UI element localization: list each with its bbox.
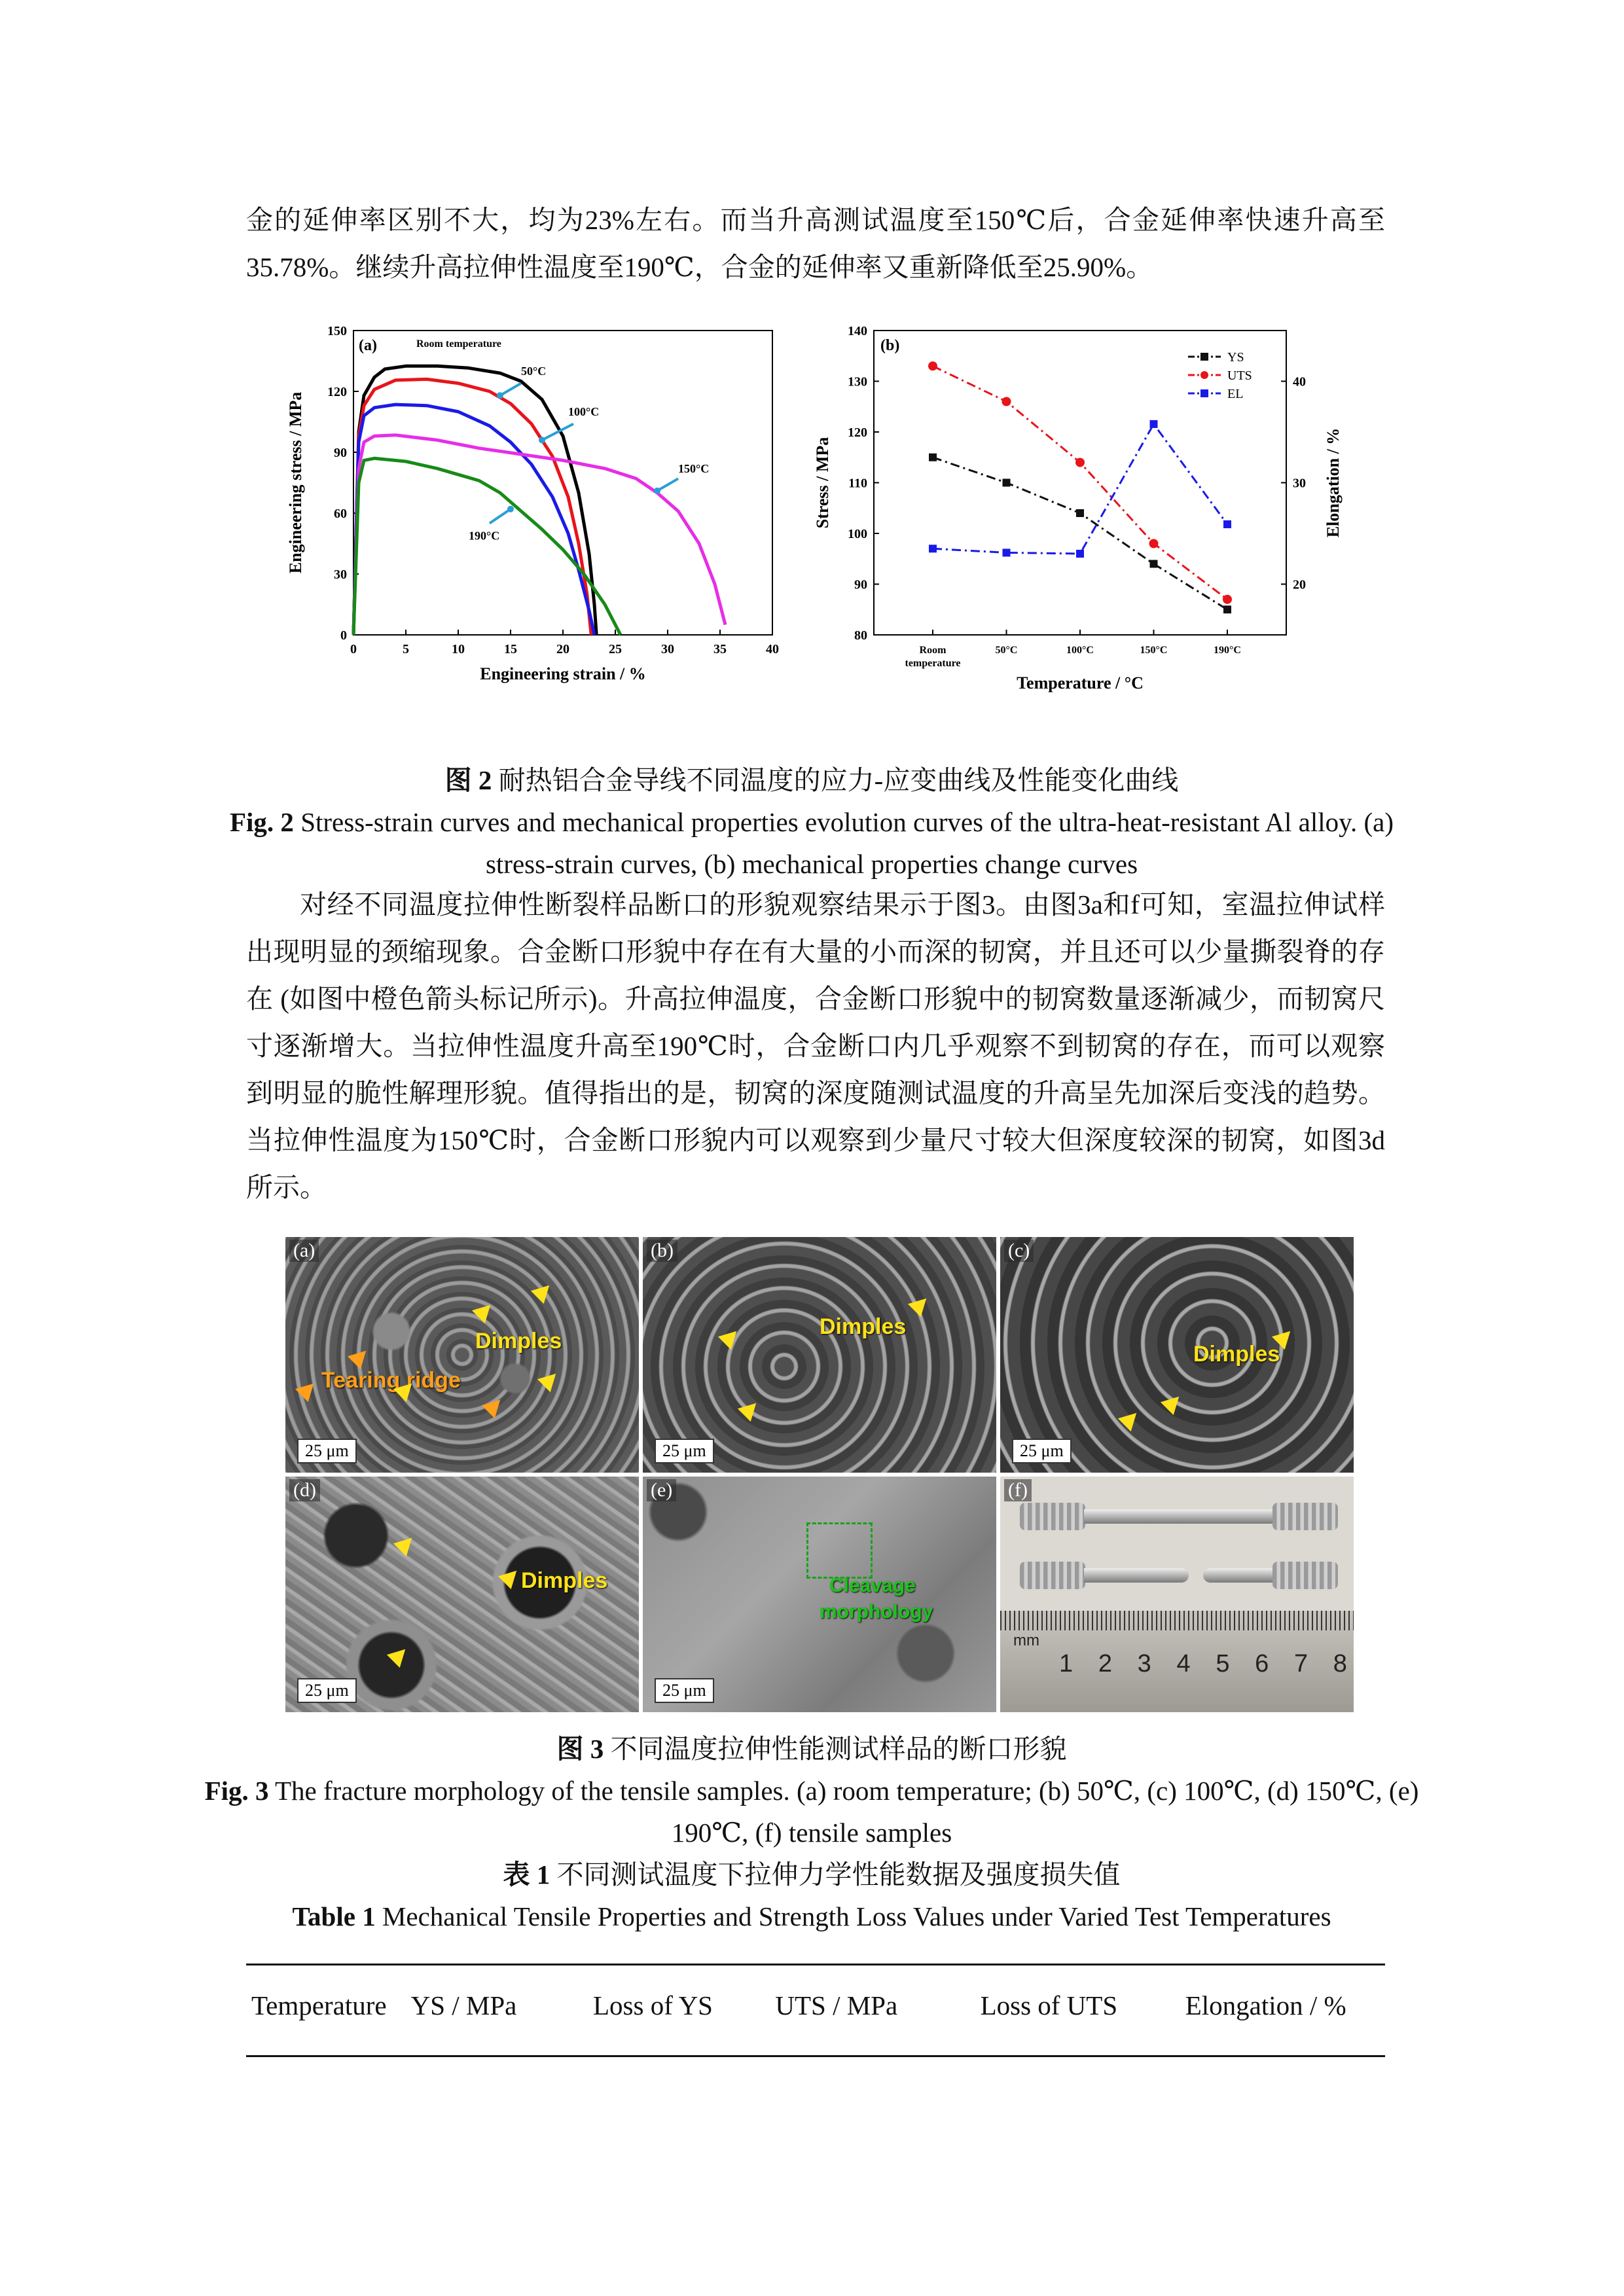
data-point	[1075, 458, 1085, 467]
body-paragraph-1: 金的延伸率区别不大，均为23%左右。而当升高测试温度至150℃后，合金延伸率快速升高至35.78%。继续升高拉伸性温度至190℃，合金的延伸率又重新降低至25.90%。	[246, 205, 1385, 282]
ruler-numbers	[1059, 1650, 1347, 1678]
sample-thread	[1020, 1503, 1085, 1530]
sample-gauge-fractured	[1203, 1568, 1274, 1583]
table-1	[246, 1971, 1385, 2039]
data-point	[1003, 479, 1011, 487]
arrow-icon	[295, 1377, 320, 1402]
fig3-panel-d	[285, 1477, 639, 1712]
y-axis-label: Stress / MPa	[813, 437, 832, 529]
cleavage-label: Cleavage	[829, 1575, 916, 1596]
annotation-arrow	[657, 478, 678, 491]
table1-caption-en: Table 1 Mechanical Tensile Properties and Strength Loss Values under Varied Test Temperatures	[292, 1901, 1331, 1931]
curve-annotation: 190°C	[469, 529, 500, 543]
data-point	[1003, 548, 1011, 556]
table-header-cell: Loss of YS	[592, 1990, 713, 2020]
legend-marker	[1200, 353, 1208, 361]
y-tick-label: 120	[848, 425, 867, 440]
data-point	[929, 454, 937, 461]
scale-bar: 25 μm	[655, 1678, 714, 1703]
y-axis-label: Engineering stress / MPa	[286, 391, 305, 574]
x-tick-label: 25	[609, 642, 622, 656]
ruler-ticks	[1000, 1611, 1354, 1630]
panel-label: (c)	[1004, 1240, 1034, 1262]
data-point	[929, 545, 937, 552]
tearing-ridge-label: Tearing ridge	[321, 1368, 461, 1393]
y-tick-label: 100	[848, 527, 867, 541]
arrow-icon	[472, 1299, 497, 1323]
y-tick-label: 110	[848, 476, 867, 491]
ruler	[1000, 1611, 1354, 1712]
body-paragraph-2: 对经不同温度拉伸性断裂样品断口的形貌观察结果示于图3。由图3a和f可知，室温拉伸试样出现明显的颈缩现象。合金断口形貌中存在有大量的小而深的韧窝，并且还可以少量撕裂脊的存在 (如图中橙色箭头标记所示)。升高拉伸温度，合金断口形貌中的韧窝数量逐渐减少，而韧窝尺寸逐渐增大。当拉伸性温度升高至190℃时，合金断口内几乎观察不到韧窝的存在，而可以观察到明显的脆性解理形貌。值得指出的是，韧窝的深度随测试温度的升高呈先加深后变浅的趋势。当拉伸性温度为150℃时，合金断口形貌内可以观察到少量尺寸较大但深度较深的韧窝，如图3d所示。	[246, 889, 1385, 1202]
stress-strain-chart	[275, 314, 812, 700]
series-line	[353, 435, 725, 635]
x-tick-label: 50°C	[995, 645, 1018, 656]
fig2-caption-cn: 图 2 耐热铝合金导线不同温度的应力-应变曲线及性能变化曲线	[444, 765, 1179, 795]
arrow-icon	[718, 1325, 743, 1350]
table-header-row	[246, 1971, 1385, 2039]
fig3-caption-en: Fig. 3 The fracture morphology of the tensile samples. (a) room temperature; (b) 50℃, (c) 100℃, (d) 150℃, (e) 190℃, (f) tensile samples	[204, 1776, 1419, 1848]
fig3-panel-c	[1000, 1237, 1354, 1473]
sample-thread	[1020, 1562, 1085, 1589]
fig3-panel-f	[1000, 1477, 1354, 1712]
x-tick-label: 150°C	[1140, 645, 1168, 656]
panel-label: (a)	[359, 337, 377, 354]
ruler-number: 6	[1255, 1650, 1269, 1677]
panel-label: (d)	[289, 1479, 320, 1501]
x-tick-label: 20	[556, 642, 569, 656]
annotation-arrowhead	[539, 437, 545, 443]
y-tick-label: 140	[848, 324, 867, 338]
curve-annotation: Room temperature	[416, 338, 501, 350]
fig2-caption-en: Fig. 2 Stress-strain curves and mechanical properties evolution curves of the ultra-heat-resistant Al alloy. (a) stress-strain curves, (b) mechanical properties change curves	[230, 807, 1394, 879]
scale-bar: 25 μm	[297, 1678, 357, 1703]
dimples-label: Dimples	[820, 1314, 907, 1339]
panel-label: (e)	[647, 1479, 676, 1501]
y2-axis-label: Elongation / %	[1324, 427, 1343, 538]
annotation-arrow	[490, 509, 511, 524]
data-point	[1002, 397, 1011, 406]
annotation-arrowhead	[654, 488, 660, 494]
x-tick-label: 40	[766, 642, 779, 656]
ruler-number: 2	[1098, 1650, 1112, 1677]
series-line	[933, 424, 1227, 554]
scale-bar: 25 μm	[1012, 1439, 1072, 1463]
x-axis-label: Engineering strain / %	[480, 664, 646, 683]
table-header-rule	[246, 2055, 1385, 2057]
panel-label: (a)	[289, 1240, 319, 1262]
series-line	[933, 457, 1227, 610]
data-point	[1150, 420, 1158, 428]
curve-annotation: 150°C	[678, 462, 710, 475]
y-tick-label: 150	[327, 324, 347, 338]
panel-label: (b)	[880, 337, 900, 354]
arrow-icon	[908, 1292, 933, 1317]
legend-marker	[1200, 389, 1208, 397]
table-header-cell: Elongation / %	[1185, 1990, 1346, 2020]
data-point	[1076, 509, 1084, 517]
x-tick-label: 30	[661, 642, 674, 656]
y2-tick-label: 40	[1293, 374, 1306, 389]
y-tick-label: 90	[334, 446, 347, 460]
annotation-arrow	[500, 384, 521, 396]
series-line	[353, 404, 594, 635]
arrow-icon	[1161, 1390, 1185, 1415]
arrow-icon	[393, 1532, 418, 1556]
data-point	[1223, 595, 1232, 604]
y-tick-label: 80	[854, 628, 867, 643]
arrow-icon	[498, 1564, 523, 1589]
panel-label: (f)	[1004, 1479, 1032, 1501]
arrow-icon	[537, 1367, 562, 1392]
fig3-panel-b	[643, 1237, 996, 1473]
data-point	[1223, 520, 1231, 528]
sample-gauge-fractured	[1084, 1568, 1189, 1583]
ruler-number: 4	[1176, 1650, 1191, 1677]
x-tick-label: 190°C	[1214, 645, 1241, 656]
y-tick-label: 60	[334, 507, 347, 521]
table-header-cell: YS / MPa	[410, 1990, 517, 2020]
x-axis-label: Temperature / °C	[1017, 673, 1144, 692]
y2-tick-label: 30	[1293, 476, 1306, 491]
curve-annotation: 100°C	[568, 405, 600, 419]
sample-thread	[1272, 1562, 1338, 1589]
x-tick-label: 100°C	[1066, 645, 1094, 656]
x-tick-label: temperature	[905, 658, 961, 669]
x-tick-label: 0	[350, 642, 357, 656]
legend-marker	[1200, 371, 1208, 379]
sample-thread	[1272, 1503, 1338, 1530]
sample-gauge	[1084, 1509, 1274, 1524]
arrow-icon	[482, 1393, 507, 1418]
arrow-icon	[348, 1344, 372, 1369]
x-tick-label: 15	[504, 642, 517, 656]
table-header-cell: Loss of UTS	[980, 1990, 1118, 2020]
properties-change-chart	[805, 314, 1381, 700]
y-tick-label: 120	[327, 385, 347, 399]
dimples-label: Dimples	[475, 1329, 562, 1354]
data-point	[1076, 550, 1084, 558]
arrow-icon	[1118, 1407, 1143, 1431]
table1-caption-cn: 表 1 不同测试温度下拉伸力学性能数据及强度损失值	[503, 1859, 1121, 1890]
series-line	[933, 366, 1227, 600]
scale-bar: 25 μm	[655, 1439, 714, 1463]
dimples-label: Dimples	[1193, 1342, 1280, 1367]
data-point	[928, 361, 937, 370]
x-tick-label: 35	[713, 642, 727, 656]
fig3-caption-cn: 图 3 不同温度拉伸性能测试样品的断口形貌	[556, 1734, 1067, 1764]
cleavage-region-box	[806, 1522, 873, 1579]
ruler-number: 1	[1059, 1650, 1074, 1677]
ruler-number: 7	[1293, 1650, 1308, 1677]
data-point	[1223, 605, 1231, 613]
annotation-arrowhead	[507, 506, 514, 512]
y-tick-label: 130	[848, 374, 867, 389]
dimples-label: Dimples	[521, 1568, 608, 1593]
panel-label: (b)	[647, 1240, 677, 1262]
arrow-icon	[387, 1643, 412, 1668]
arrow-icon	[531, 1279, 556, 1304]
scale-bar: 25 μm	[297, 1439, 357, 1463]
legend-label: YS	[1227, 350, 1244, 365]
ruler-number: 8	[1333, 1650, 1347, 1677]
table-top-rule	[246, 1964, 1385, 1965]
ruler-number: 5	[1216, 1650, 1230, 1677]
fig3-panel-a	[285, 1237, 639, 1473]
fig3-panel-e	[643, 1477, 996, 1712]
legend-label: UTS	[1227, 368, 1252, 383]
arrow-icon	[738, 1397, 763, 1422]
legend-label: EL	[1227, 387, 1244, 401]
y-tick-label: 30	[334, 567, 347, 582]
ruler-number: 3	[1137, 1650, 1151, 1677]
y2-tick-label: 20	[1293, 577, 1306, 592]
x-tick-label: 10	[452, 642, 465, 656]
plot-frame	[874, 331, 1286, 635]
y-tick-label: 0	[340, 628, 347, 643]
table-header-cell: Temperature	[251, 1990, 387, 2020]
table-header-cell: UTS / MPa	[775, 1990, 898, 2020]
data-point	[1150, 560, 1158, 568]
y-tick-label: 90	[854, 577, 867, 592]
annotation-arrowhead	[497, 392, 503, 399]
morphology-label: morphology	[820, 1601, 933, 1623]
data-point	[1149, 539, 1159, 548]
x-tick-label: Room	[919, 645, 947, 656]
x-tick-label: 5	[403, 642, 409, 656]
curve-annotation: 50°C	[521, 365, 547, 378]
ruler-unit: mm	[1013, 1632, 1039, 1649]
